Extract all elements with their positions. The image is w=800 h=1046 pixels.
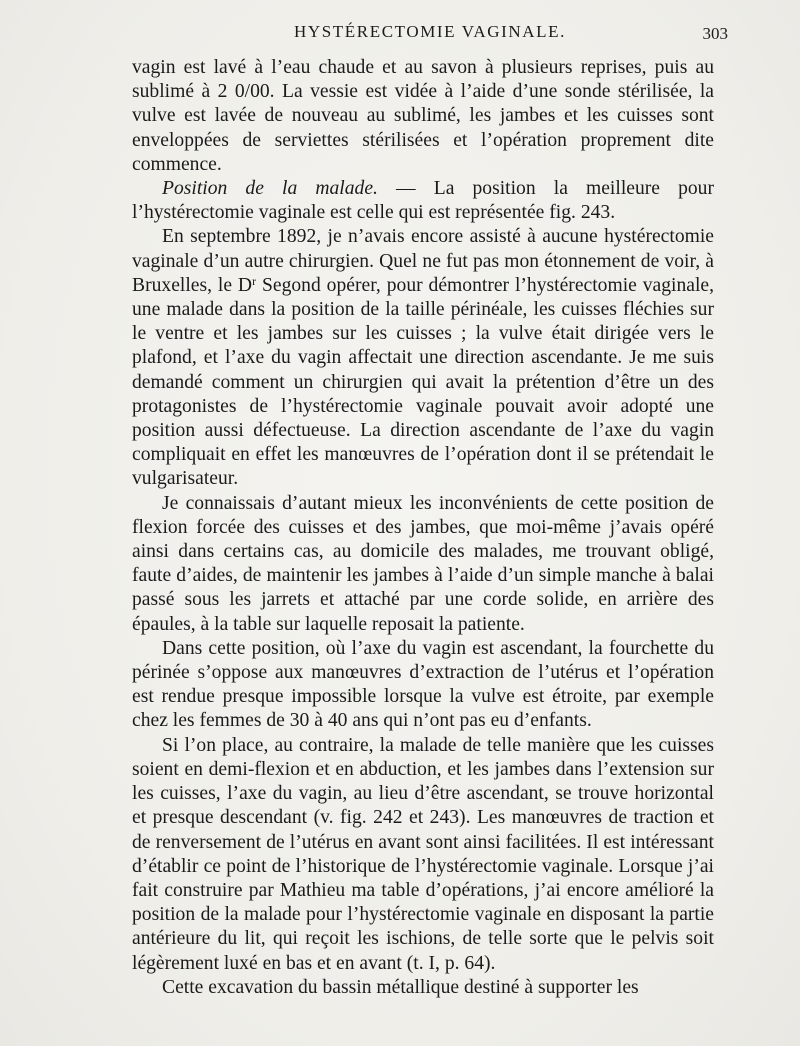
paragraph-continuation: [132, 56, 714, 177]
paragraph-text: Si l’on place, au contraire, la malade de telle manière que les cuisses soient en demi-flexion et en abduction, et les jambes dans l’extension sur les cuisses, l’axe du vagin, au lieu d’être ascendant, se trouve horizontal et presque descendant (v. fig. 242 et 243). Les manœuvres de traction et de renversement de l’utérus en avant sont ainsi facilitées. Il est intéressant d’établir ce point de l’historique de l’hystérectomie vaginale. Lorsque j’ai fait construire par Mathieu ma table d’opérations, j’ai encore amélioré la position de la malade pour l’hystérectomie vaginale en disposant la partie antérieure du lit, qui reçoit les ischions, de telle sorte que le pelvis soit légèrement luxé en bas et en avant (t. I, p. 64).: [132, 734, 714, 974]
paragraph-demi-flexion: [132, 734, 714, 976]
page-number: 303: [702, 24, 728, 43]
running-title: HYSTÉRECTOMIE VAGINALE.: [294, 22, 566, 41]
section-lead: Position de la malade.: [162, 178, 378, 200]
paragraph-position-de-la-malade: [132, 177, 714, 225]
paragraph-text: En septembre 1892, je n’avais encore assisté à aucune hystérectomie vaginale d’un autre chirurgien. Quel ne fut pas mon étonnement de voir, à Bruxelles, le D: [132, 226, 714, 296]
paragraph-axe-ascendant: [132, 637, 714, 734]
paragraph-text: Segond opérer, pour démontrer l’hystérectomie vaginale, une malade dans la position de la taille périnéale, les cuisses fléchies sur le ventre et les jambes sur les cuisses ; la vulve était dirigée vers le plafond, et l’axe du vagin affectait une direction ascendante. Je me suis demandé comment un chirurgien qui avait la prétention d’être un des protagonistes de l’hystérectomie vaginale pouvait avoir adopté une position aussi défectueuse. La direction ascendante de l’axe du vagin compliquait en effet les manœuvres de l’opération dont il se prétendait le vulgarisateur.: [132, 274, 714, 490]
paragraph-septembre-1892: [132, 225, 714, 491]
paragraph-text: Cette excavation du bassin métallique destiné à supporter les: [162, 976, 639, 998]
body-text: [132, 56, 714, 1000]
paragraph-inconvenients: [132, 492, 714, 637]
paragraph-excavation: [132, 976, 714, 1000]
paragraph-text: Je connaissais d’autant mieux les inconvénients de cette position de flexion forcée des cuisses et des jambes, que moi-même j’avais opéré ainsi dans certains cas, au domicile des malades, me trouvant obligé, faute d’aides, de maintenir les jambes à l’aide d’un simple manche à balai passé sous les jarrets et attaché par une corde solide, en arrière des épaules, à la table sur laquelle reposait la patiente.: [132, 492, 714, 635]
paragraph-text: vagin est lavé à l’eau chaude et au savon à plusieurs reprises, puis au sublimé à 2 0/00. La vessie est vidée à l’aide d’une sonde stérilisée, la vulve est lavée de nouveau au sublimé, les jambes et les cuisses sont enveloppées de serviettes stérilisées et l’opération proprement dite commence.: [132, 57, 714, 175]
paragraph-text: Dans cette position, où l’axe du vagin est ascendant, la fourchette du périnée s’oppose aux manœuvres d’extraction de l’utérus et l’opération est rendue presque impossible lorsque la vulve est étroite, par exemple chez les femmes de 30 à 40 ans qui n’ont pas eu d’enfants.: [132, 637, 714, 732]
page-header: [132, 20, 728, 44]
paragraph-text: — La position la meilleure pour l’hystérectomie vaginale est celle qui est représentée fig. 243.: [132, 178, 714, 224]
superscript: r: [252, 273, 257, 288]
